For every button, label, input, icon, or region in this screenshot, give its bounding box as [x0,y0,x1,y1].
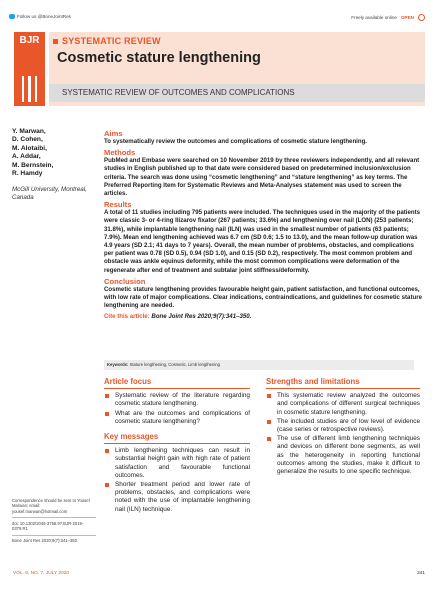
top-bar [9,14,425,24]
keywords-label: Keywords: [107,362,129,367]
strengths-list [266,392,420,476]
journal-citation: Bone Joint Res 2020;9(7):341–350. [12,538,79,544]
author-list [12,128,94,178]
list-item: The included studies are of low level of evidence (case series or retrospective reviews). [266,418,420,434]
divider [12,517,96,518]
journal-logo [14,32,45,106]
correspondence-block [12,498,96,544]
left-column [104,378,250,515]
citation [104,313,425,321]
article-title: Cosmetic stature lengthening [57,50,261,66]
divider [266,388,420,389]
author: M. Bernstein, [12,161,54,169]
author: A. Addar, [12,153,41,161]
conclusion-text: Cosmetic stature lengthening provides favourable height gain, patient satisfaction, and functional outcomes, with low rate of major complications. Clear indications, contraindications, and guidelines for cosmetic stature lengthening are needed. [104,285,422,310]
author: D. Cohen, [12,136,43,144]
freely-available-text: Freely available online [351,15,397,20]
list-item: Systematic review of the literature regarding cosmetic stature lengthening. [104,392,250,408]
open-access-icon [418,14,425,21]
section-text: SYSTEMATIC REVIEW [62,36,161,46]
methods-heading: Methods [104,148,136,158]
author: M. Alotaibi, [12,144,47,152]
results-text: A total of 11 studies including 795 patients were included. The techniques used in the majority of the patients were classic 3- or 4-ring Ilizarov fixator (267 patients; 33.6%) and lengthening over nail (LON) (253 patients; 31.8%), while implantable lengthening nail (ILN) was used in the smallest number of patients (63 patients; 7.9%). Mean end lengthening achieved was 6.7 cm (SD 0.6; 1.5 to 13.0), and the mean follow-up duration was 4.9 years (SD 2.1; 41 days to 7 years). Overall, the mean number of problems, obstacles, and complications per patient was 0.78 (SD 0.5), 0.94 (SD 1.0), and 0.15 (SD 0.2), respectively. The most common problem and obstacle was ankle equinus deformity, while the most common complications were deformation of the regenerate after end of treatment and subtalar joint stiffness/deformity. [104,209,421,274]
twitter-icon [9,14,15,19]
key-messages-list [104,447,250,514]
list-item: The use of different limb lengthening techniques and devices on different bone segments, as well as the heterogeneity in reporting functional outcomes among the studies, make it difficult to generalize the results to one specific technique. [266,435,420,476]
page-number: 341 [416,571,425,576]
issue-info: VOL. 9, NO. 7, JULY 2020 [13,571,70,576]
correspondence-text: Correspondence should be sent to Yousef Marwan; email: yousef.marwan@hotmail.com [12,498,90,514]
follow-link[interactable] [9,14,71,19]
article-focus-heading: Article focus [104,377,152,386]
methods-text: PubMed and Embase were searched on 10 November 2019 by three reviewers independently, and all relevant studies in English published up to that date were considered based on predetermined inclusion/exclusion criteria. The search was done using “cosmetic lengthening” and “stature lengthening” as key terms. The Preferred Reporting Item for Systematic Reviews and Meta-Analyses statement was used to screen the articles. [104,157,420,198]
keywords-text: Stature lengthening, Cosmetic, Limb lengthening [129,362,220,367]
logo-text: BJR [19,35,40,46]
cite-reference: Bone Joint Res 2020;9(7):341–350. [151,313,252,321]
keywords-bar [104,360,414,370]
conclusion-heading: Conclusion [104,276,146,286]
aims-heading: Aims [104,129,123,138]
aims-text: To systematically review the outcomes and complications of cosmetic stature lengthening. [104,138,368,145]
list-item: What are the outcomes and complications of cosmetic stature lengthening? [104,410,250,426]
article-focus-list [104,392,250,426]
bone-icon [22,76,37,102]
page-footer [13,571,425,576]
list-item: Shorter treatment period and lower rate of problems, obstacles, and complications were noted with the use of implantable lengthening nail (ILN) technique. [104,481,250,514]
right-column [266,378,420,477]
abstract [104,128,425,322]
doi-text: doi: 10.1302/2046-3758.97.BJR-2019-0379.R1 [12,520,84,532]
subtitle-bar [49,84,425,102]
open-access-info [351,14,425,21]
divider [104,443,250,444]
cite-label: Cite this article: [104,313,150,321]
open-access-badge: OPEN [400,15,414,20]
affiliation: McGill University, Montreal, Canada [12,186,87,201]
follow-text: Follow us @BoneJointRes [17,14,71,19]
divider [104,388,250,389]
article-subtitle: SYSTEMATIC REVIEW OF OUTCOMES AND COMPLICATIONS [62,88,295,97]
section-label [53,36,161,46]
section-square-icon [53,39,58,44]
list-item: Limb lengthening techniques can result in substantial height gain with high rate of patient satisfaction and favourable functional outcomes. [104,447,250,480]
list-item: This systematic review analyzed the outcomes and complications of different surgical techniques in cosmetic stature lengthening. [266,392,420,417]
key-messages-heading: Key messages [104,432,159,442]
author: R. Hamdy [12,170,43,178]
author: Y. Marwan, [12,128,46,135]
divider [12,535,96,536]
results-heading: Results [104,200,132,210]
strengths-heading: Strengths and limitations [266,377,360,386]
